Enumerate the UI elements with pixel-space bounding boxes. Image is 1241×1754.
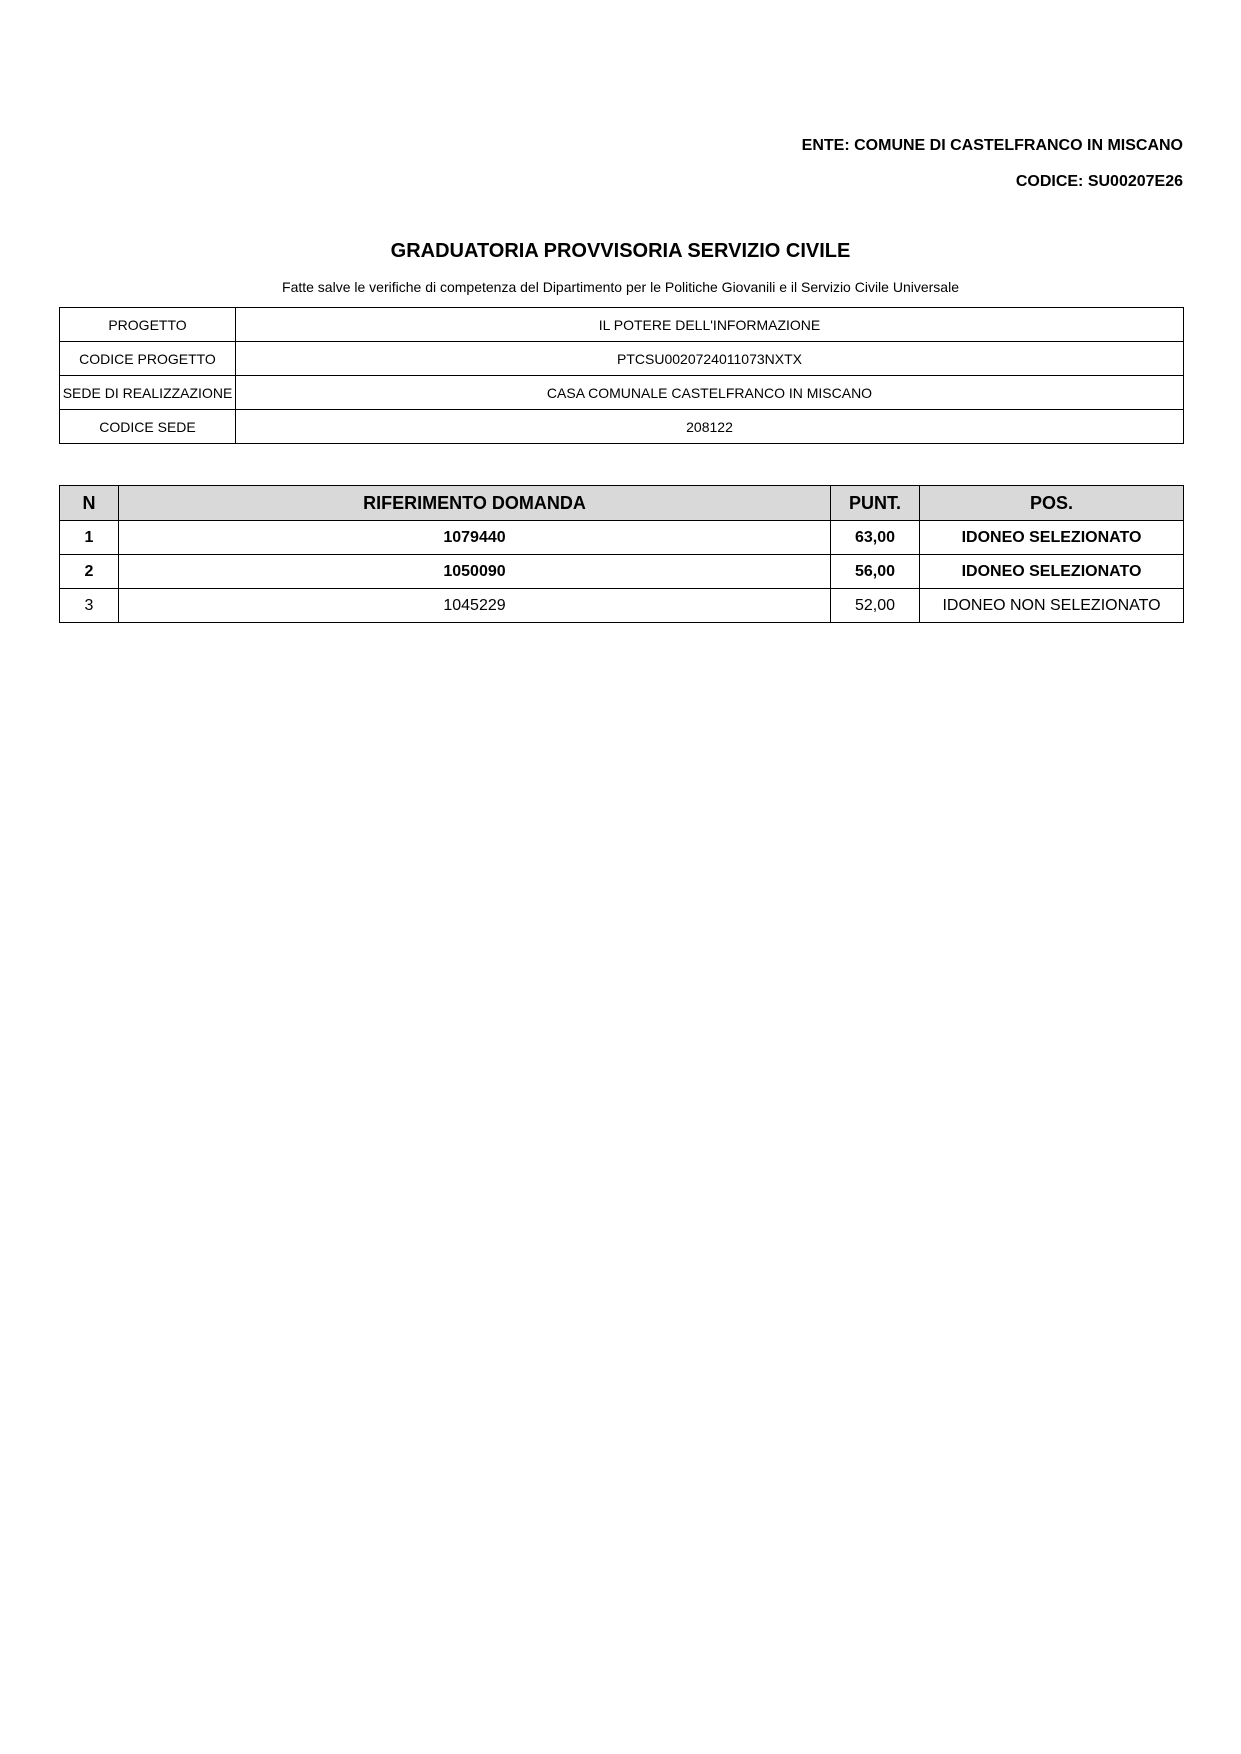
info-label: SEDE DI REALIZZAZIONE [60, 376, 236, 410]
document-subtitle: Fatte salve le verifiche di competenza del Dipartimento per le Politiche Giovanili e il Servizio Civile Universale [282, 279, 959, 295]
ranking-header-row [60, 486, 1184, 521]
info-value: 208122 [236, 410, 1184, 444]
info-row-progetto [60, 308, 1184, 342]
table-row [60, 589, 1184, 623]
row-punteggio: 52,00 [831, 589, 920, 623]
ente-label: ENTE: COMUNE DI CASTELFRANCO IN MISCANO [801, 137, 1183, 154]
info-label: CODICE PROGETTO [60, 342, 236, 376]
row-number: 1 [60, 521, 119, 555]
table-row [60, 555, 1184, 589]
row-riferimento: 1045229 [119, 589, 831, 623]
header-riferimento-domanda: RIFERIMENTO DOMANDA [119, 486, 831, 521]
project-info-table [59, 307, 1184, 444]
header-n: N [60, 486, 119, 521]
row-riferimento: 1050090 [119, 555, 831, 589]
document-title: GRADUATORIA PROVVISORIA SERVIZIO CIVILE [390, 240, 851, 262]
row-posizione: IDONEO NON SELEZIONATO [920, 589, 1184, 623]
header-posizione: POS. [920, 486, 1184, 521]
codice-ente-label: CODICE: SU00207E26 [1015, 173, 1183, 190]
table-row [60, 521, 1184, 555]
row-riferimento: 1079440 [119, 521, 831, 555]
row-punteggio: 63,00 [831, 521, 920, 555]
info-label: PROGETTO [60, 308, 236, 342]
ranking-table [59, 485, 1184, 623]
info-row-sede [60, 376, 1184, 410]
row-posizione: IDONEO SELEZIONATO [920, 555, 1184, 589]
info-label: CODICE SEDE [60, 410, 236, 444]
row-punteggio: 56,00 [831, 555, 920, 589]
info-value: PTCSU0020724011073NXTX [236, 342, 1184, 376]
info-value: CASA COMUNALE CASTELFRANCO IN MISCANO [236, 376, 1184, 410]
row-number: 2 [60, 555, 119, 589]
row-number: 3 [60, 589, 119, 623]
info-value: IL POTERE DELL'INFORMAZIONE [236, 308, 1184, 342]
info-row-codice-sede [60, 410, 1184, 444]
header-punteggio: PUNT. [831, 486, 920, 521]
row-posizione: IDONEO SELEZIONATO [920, 521, 1184, 555]
info-row-codice-progetto [60, 342, 1184, 376]
